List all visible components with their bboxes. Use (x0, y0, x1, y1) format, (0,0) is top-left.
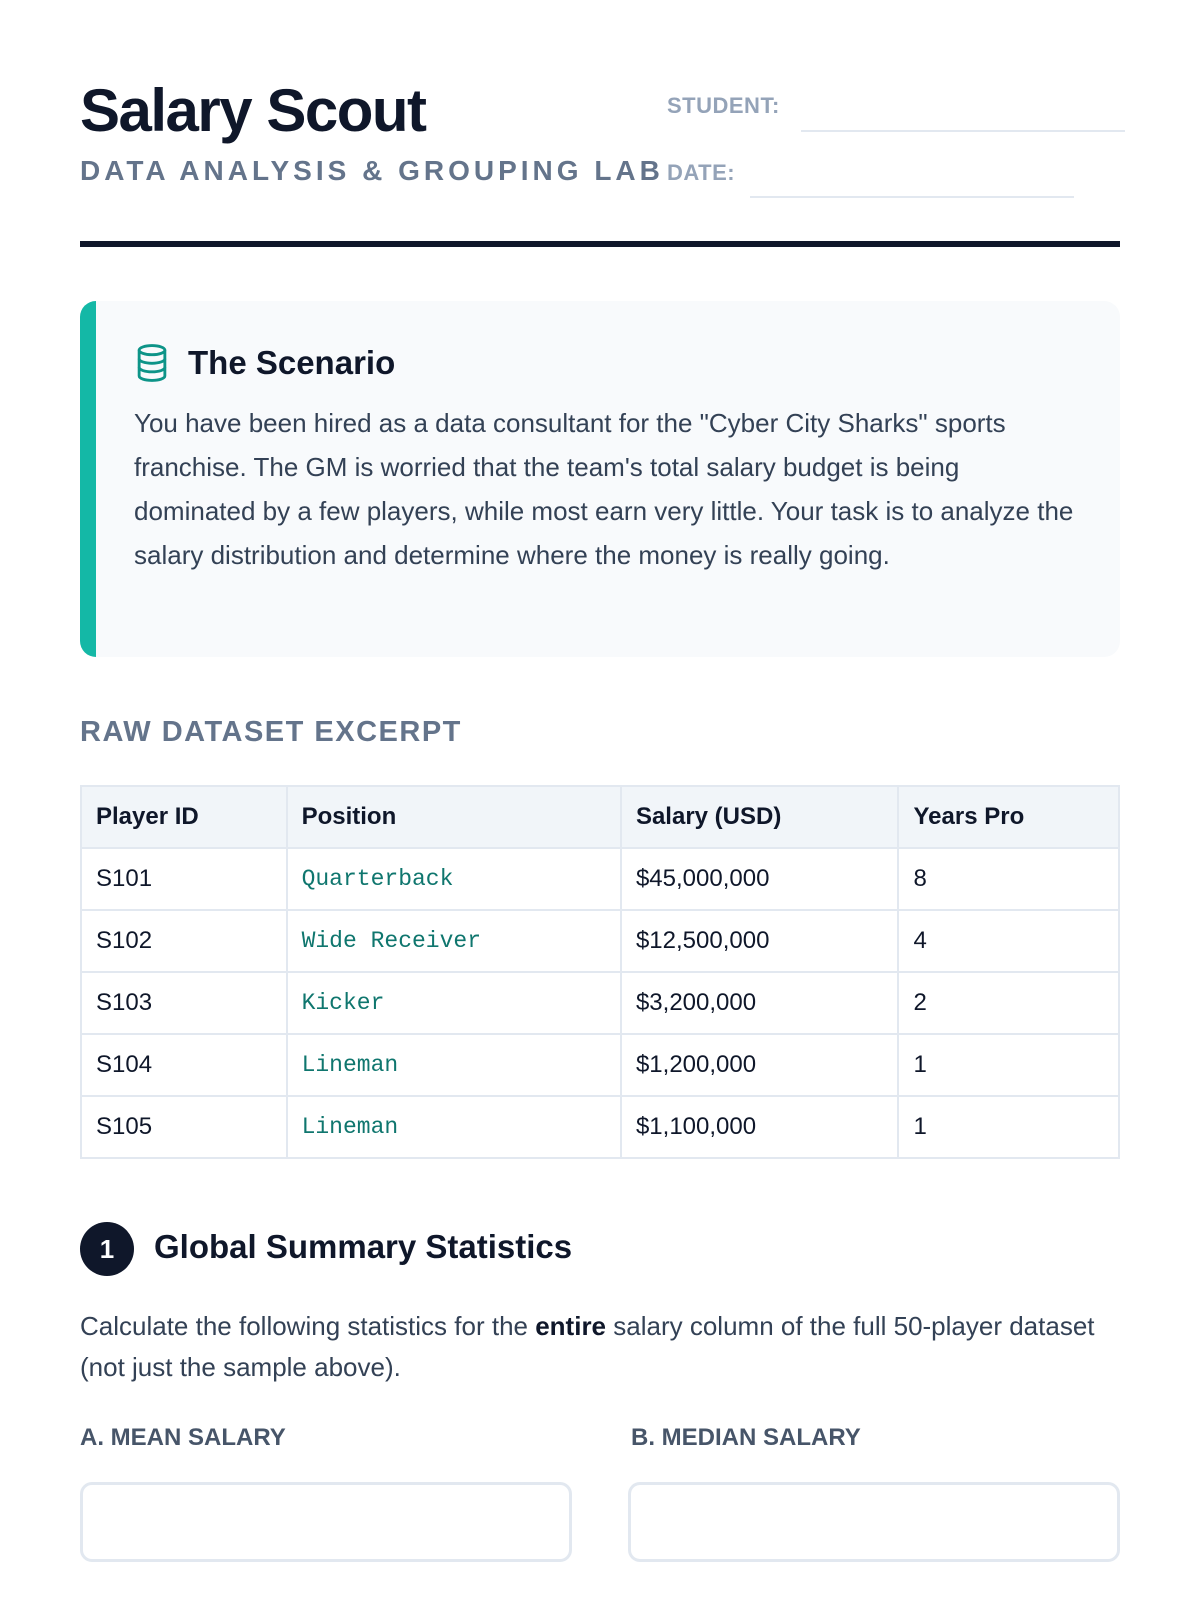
student-label: STUDENT: (667, 93, 780, 118)
position-cell: Kicker (287, 972, 621, 1034)
column-header: Position (287, 786, 621, 848)
table-row (81, 848, 1119, 910)
salary-cell: $1,200,000 (621, 1034, 899, 1096)
position-cell: Wide Receiver (287, 910, 621, 972)
column-header: Years Pro (898, 786, 1119, 848)
position-cell: Quarterback (287, 848, 621, 910)
section-desc-emphasis: entire (535, 1311, 607, 1341)
dataset-heading: RAW DATASET EXCERPT (80, 716, 462, 748)
database-icon (134, 343, 170, 383)
header-divider (80, 241, 1120, 247)
page-title: Salary Scout (80, 77, 426, 144)
player-id-cell: S105 (81, 1096, 287, 1158)
years-pro-cell: 1 (898, 1096, 1119, 1158)
years-pro-cell: 4 (898, 910, 1119, 972)
section-description (80, 1306, 1120, 1388)
section-desc-part: Calculate the following statistics for the (80, 1311, 536, 1341)
table-row (81, 972, 1119, 1034)
median-salary-answer-box[interactable] (628, 1482, 1120, 1562)
scenario-header (134, 343, 1080, 383)
position-cell: Lineman (287, 1034, 621, 1096)
section-desc-part: salary column of the full 50-player dataset (not just the sample above). (80, 1311, 1095, 1382)
table-row (81, 1034, 1119, 1096)
date-label: DATE: (667, 160, 736, 185)
years-pro-cell: 1 (898, 1034, 1119, 1096)
page-subtitle: DATA ANALYSIS & GROUPING LAB (80, 155, 664, 186)
player-id-cell: S103 (81, 972, 287, 1034)
column-header: Salary (USD) (621, 786, 899, 848)
date-line[interactable] (750, 196, 1074, 198)
student-name-line[interactable] (801, 130, 1125, 132)
table-header-row (81, 786, 1119, 848)
column-header: Player ID (81, 786, 287, 848)
salary-cell: $1,100,000 (621, 1096, 899, 1158)
table-row (81, 1096, 1119, 1158)
salary-cell: $45,000,000 (621, 848, 899, 910)
scenario-card (80, 301, 1120, 657)
scenario-text: You have been hired as a data consultant for the "Cyber City Sharks" sports franchise. The GM is worried that the team's total salary budget is being dominated by a few players, while most earn very little. Your task is to analyze the salary distribution and determine where the money is really going. (134, 408, 1074, 570)
mean-salary-label: A. MEAN SALARY (80, 1424, 286, 1451)
player-id-cell: S101 (81, 848, 287, 910)
section-title: Global Summary Statistics (154, 1228, 573, 1265)
mean-salary-answer-box[interactable] (80, 1482, 572, 1562)
section-number-badge: 1 (80, 1222, 134, 1276)
table-row (81, 910, 1119, 972)
player-id-cell: S104 (81, 1034, 287, 1096)
salary-table (80, 785, 1120, 1159)
worksheet-header (80, 0, 1120, 248)
position-cell: Lineman (287, 1096, 621, 1158)
years-pro-cell: 8 (898, 848, 1119, 910)
scenario-title: The Scenario (188, 344, 396, 381)
median-salary-label: B. MEDIAN SALARY (631, 1424, 861, 1451)
years-pro-cell: 2 (898, 972, 1119, 1034)
player-id-cell: S102 (81, 910, 287, 972)
salary-cell: $3,200,000 (621, 972, 899, 1034)
salary-cell: $12,500,000 (621, 910, 899, 972)
